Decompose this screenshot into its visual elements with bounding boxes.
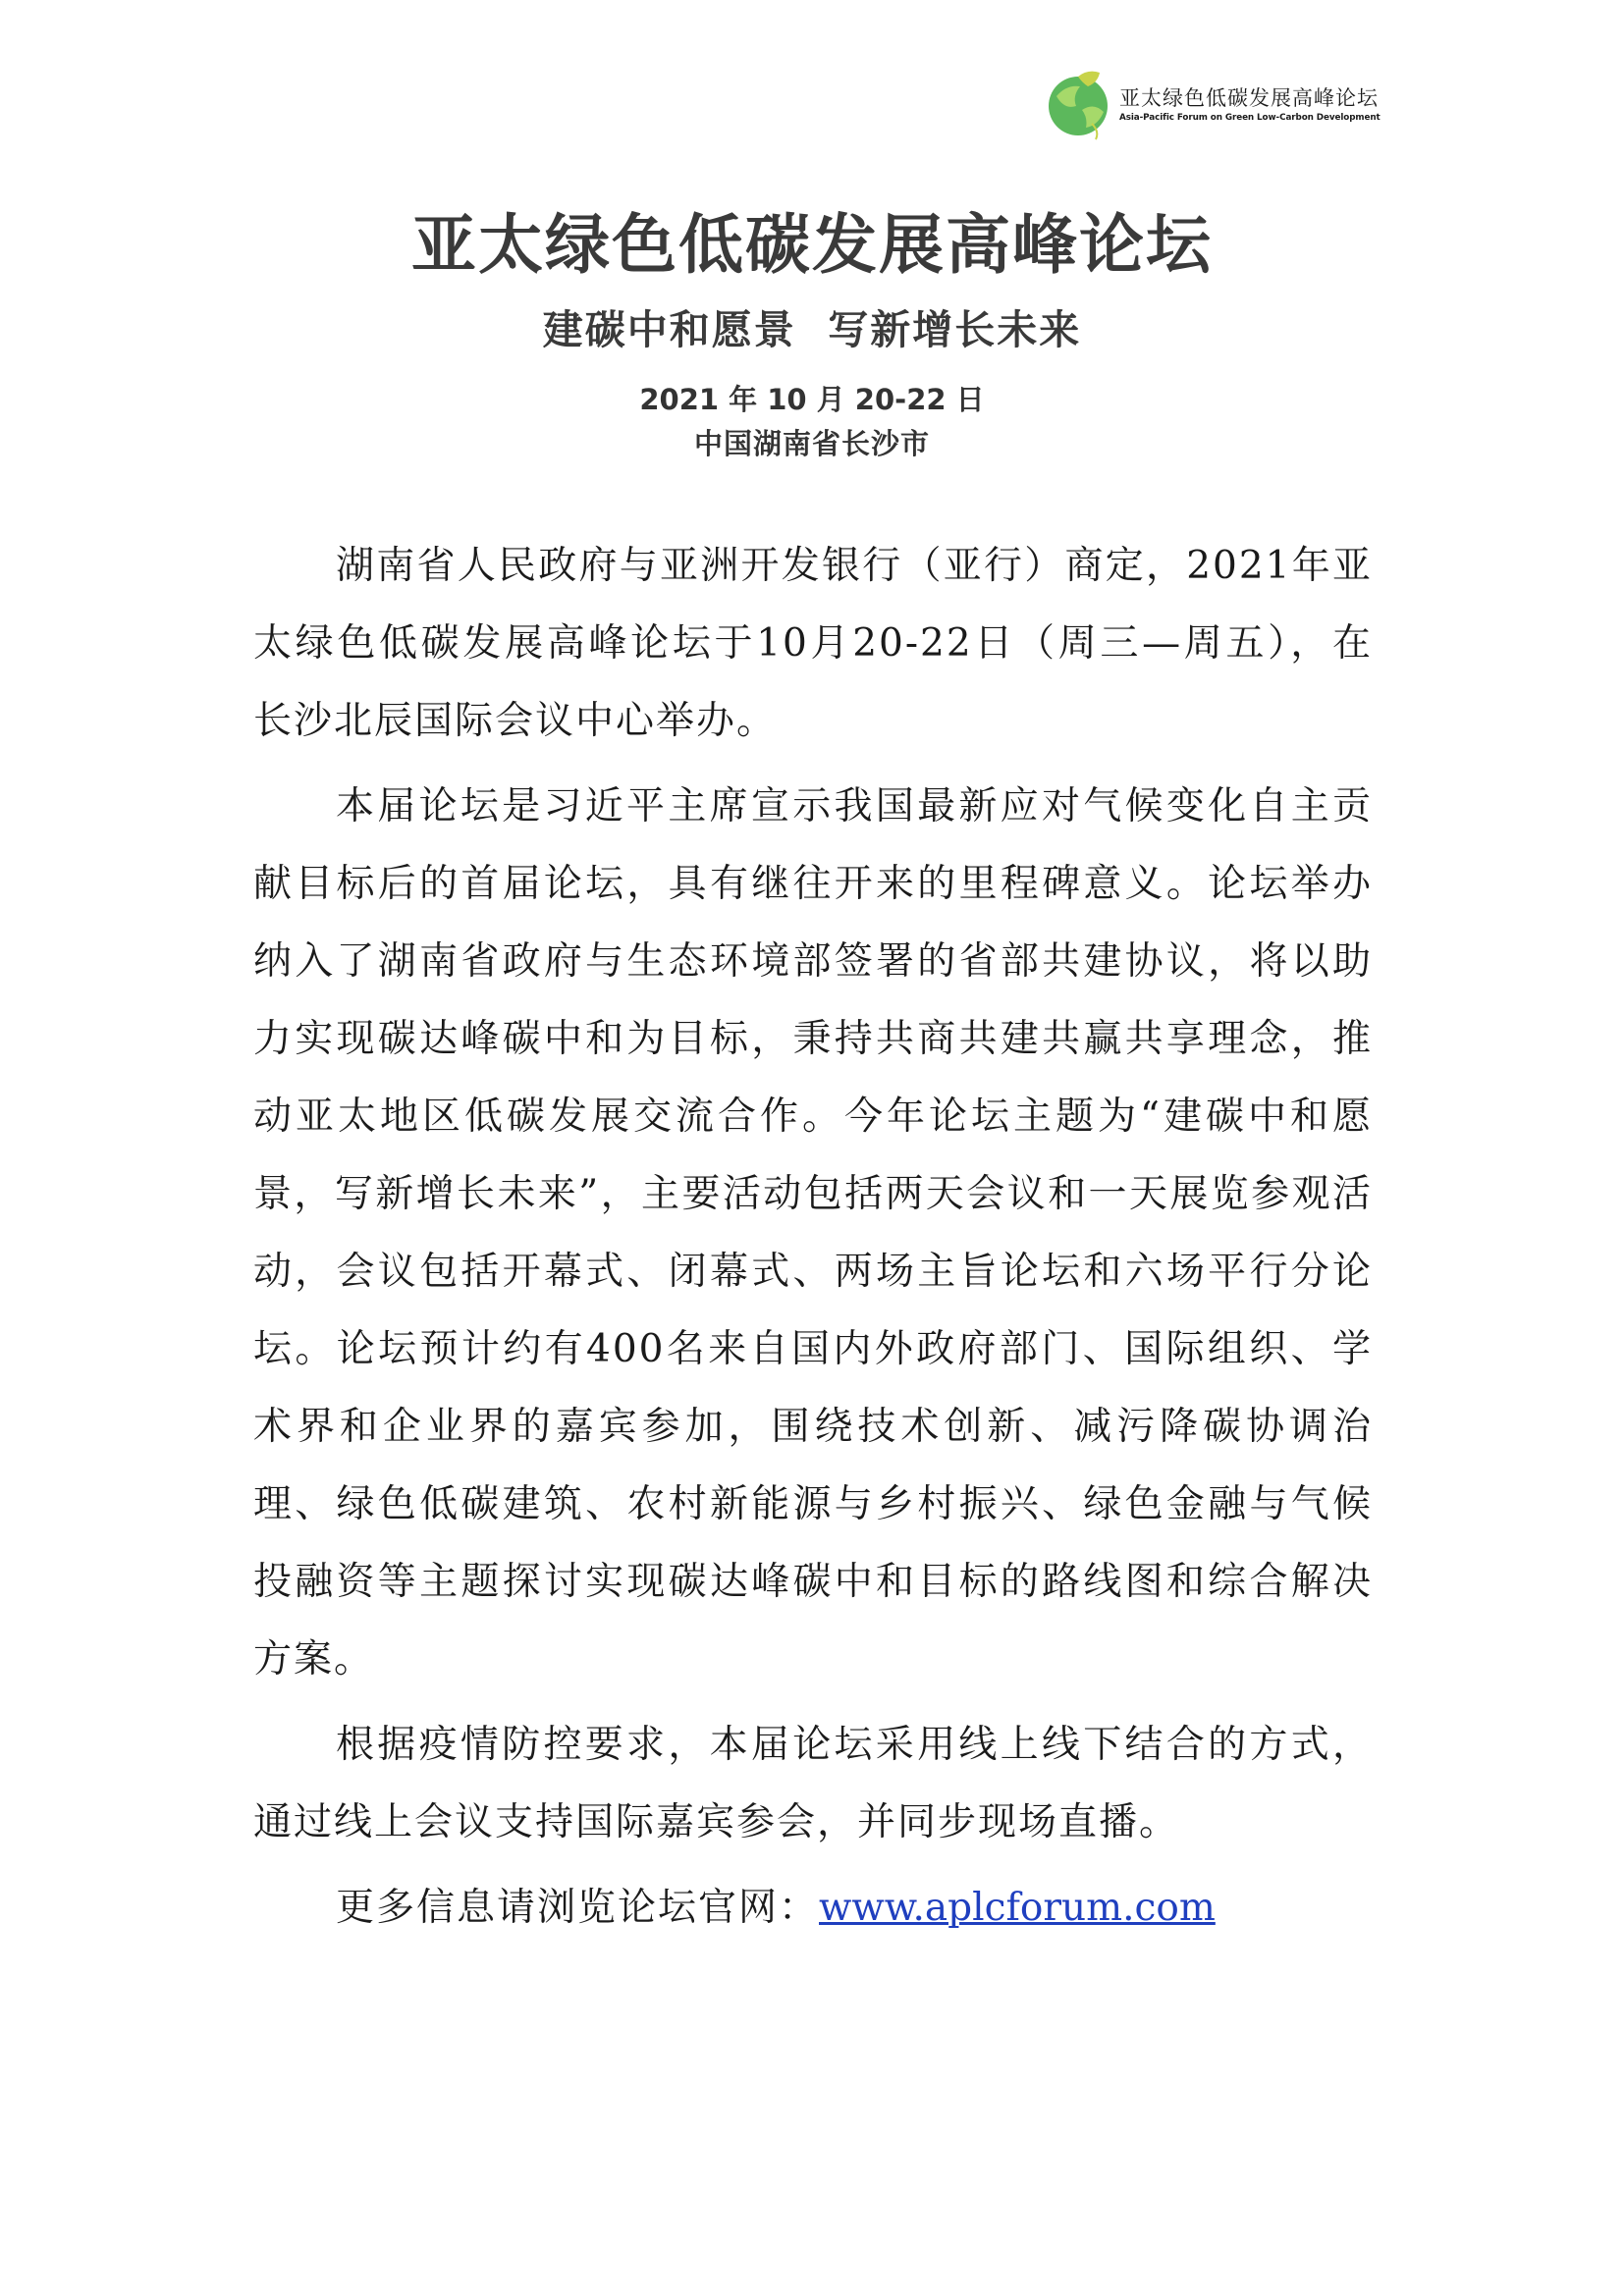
document-body: [253, 527, 1373, 1947]
forum-logo: [1043, 67, 1380, 141]
page-title: 亚太绿色低碳发展高峰论坛: [411, 207, 1213, 283]
paragraph-intro: 湖南省人民政府与亚洲开发银行（亚行）商定，2021年亚太绿色低碳发展高峰论坛于10月20-22日（周三—周五），在长沙北辰国际会议中心举办。: [253, 544, 1373, 743]
logo-name-cn: 亚太绿色低碳发展高峰论坛: [1119, 86, 1379, 110]
website-link[interactable]: www.aplcforum.com: [819, 1886, 1216, 1930]
paragraph-details: 本届论坛是习近平主席宣示我国最新应对气候变化自主贡献目标后的首届论坛，具有继往开来的里程碑意义。论坛举办纳入了湖南省政府与生态环境部签署的省部共建协议，将以助力实现碳达峰碳中和为目标，秉持共商共建共赢共享理念，推动亚太地区低碳发展交流合作。今年论坛主题为“建碳中和愿景，写新增长未来”，主要活动包括两天会议和一天展览参观活动，会议包括开幕式、闭幕式、两场主旨论坛和六场平行分论坛。论坛预计约有400名来自国内外政府部门、国际组织、学术界和企业界的嘉宾参加，围绕技术创新、减污降碳协调治理、绿色低碳建筑、农村新能源与乡村振兴、绿色金融与气候投融资等主题探讨实现碳达峰碳中和目标的路线图和综合解决方案。: [253, 784, 1373, 1682]
event-place: 中国湖南省长沙市: [693, 427, 930, 460]
paragraph-website: [253, 1869, 1373, 1947]
globe-leaf-icon: [1043, 67, 1117, 141]
page-subtitle: 建碳中和愿景 写新增长未来: [542, 306, 1082, 353]
logo-name-en: Asia-Pacific Forum on Green Low-Carbon Development: [1119, 113, 1380, 123]
paragraph-format: 根据疫情防控要求，本届论坛采用线上线下结合的方式，通过线上会议支持国际嘉宾参会，并同步现场直播。: [253, 1723, 1373, 1844]
event-date: 2021 年 10 月 20-22 日: [639, 383, 985, 416]
website-prefix: 更多信息请浏览论坛官网：: [336, 1886, 820, 1930]
